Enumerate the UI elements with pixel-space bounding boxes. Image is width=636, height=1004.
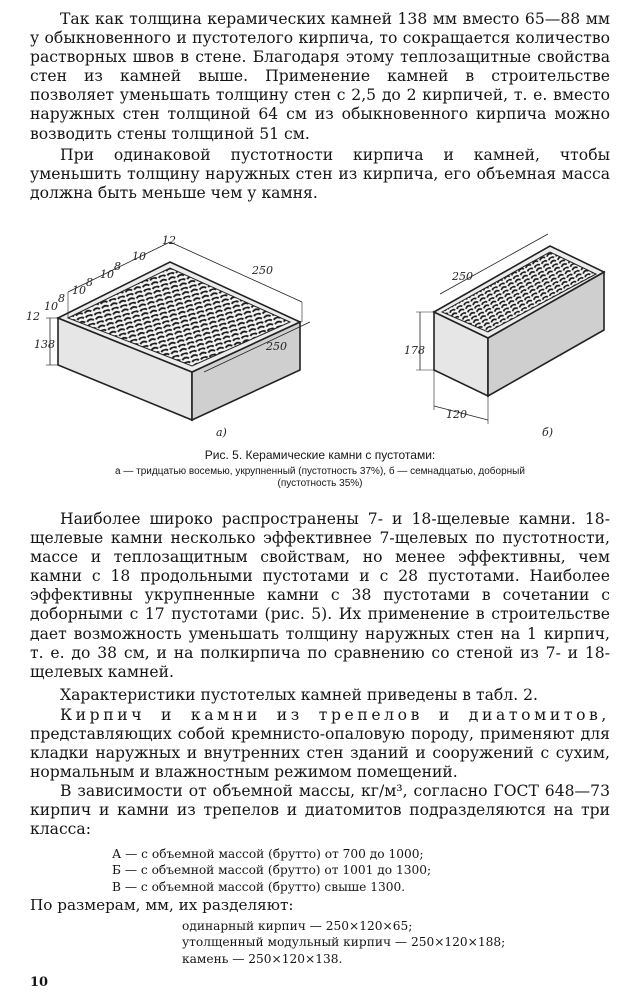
dim-a-height: 138: [34, 338, 55, 351]
dim-a-rib: 10: [132, 250, 146, 263]
dim-b-width: 120: [446, 408, 467, 421]
paragraph-text: представляющих собой кремнисто-опаловую породу, применяют для кладки наружных и внутренних стен зданий и сооружений с сухим, нормальным и влажностным режимом помещений.: [30, 725, 610, 782]
size-item: одинарный кирпич — 250×120×65;: [182, 919, 413, 933]
paragraph-tripoli-bricks: [30, 706, 610, 782]
label-b: б): [542, 426, 554, 439]
figure-ceramic-stones: [20, 222, 620, 444]
block-b: [404, 234, 604, 439]
block-a: [26, 234, 310, 439]
paragraph-slotted-stones: Наиболее широко распространены 7- и 18-щелевые камни. 18-щелевые камни несколько эффективнее 7-щелевых по пустотности, массе и теплозащитным свойствам, но менее эффективны, чем камни с 18 продольными пустотами и с 28 пустотами. Наиболее эффективны укрупненные камни с 38 пустотами в сочетании с доборными с 17 пустотами (рис. 5). Их применение в строительстве дает возможность уменьшать толщину наружных стен на 1 кирпич, т. е. до 38 см, и на полкирпича по сравнению со стеной из 7- и 18-щелевых камней.: [30, 510, 610, 681]
paragraph-equal-porosity: При одинаковой пустотности кирпича и камней, чтобы уменьшить толщину наружных стен из кирпича, его объемная масса должна быть меньше чем у камня.: [30, 146, 610, 203]
paragraph-ceramic-stone-thickness: Так как толщина керамических камней 138 мм вместо 65—88 мм у обыкновенного и пустотелого кирпича, то сокращается количество растворных швов в стене. Благодаря этому теплозащитные свойства стен из камней выше. Применение камней в строительстве позволяет уменьшать толщину стен с 2,5 до 2 кирпичей, т. е. вместо наружных стен толщиной 64 см из обыкновенного кирпича можно возводить стены толщиной 51 см.: [30, 10, 610, 143]
dim-b-height: 178: [404, 344, 425, 357]
dim-a-rib: 12: [162, 234, 176, 247]
dim-b-length: 250: [452, 270, 473, 283]
size-list: [182, 918, 505, 967]
figure-drawing: [20, 222, 620, 444]
dim-a-rib: 10: [100, 268, 114, 281]
class-list: [112, 846, 431, 895]
dim-a-rib: 8: [114, 260, 121, 273]
dim-a-width: 250: [266, 340, 287, 353]
dim-a-rib: 10: [44, 300, 58, 313]
paragraph-density-classes: В зависимости от объемной массы, кг/м³, согласно ГОСТ 648—73 кирпич и камни из трепелов и диатомитов подразделяются на три класса:: [30, 782, 610, 839]
page-number: 10: [30, 975, 49, 990]
paragraph-table-reference: Характеристики пустотелых камней приведены в табл. 2.: [60, 686, 539, 704]
size-item: утолщенный модульный кирпич — 250×120×188;: [182, 935, 506, 950]
class-item: В — с объемной массой (брутто) свыше 1300.: [112, 879, 406, 894]
figure-caption-body: [60, 466, 580, 490]
figure-caption-title: Рис. 5. Керамические камни с пустотами:: [204, 448, 436, 462]
dim-a-length: 250: [252, 264, 273, 277]
figure-caption-line: а — тридцатью восемью, укрупненный (пустотность 37%), б — семнадцатью, доборный: [115, 466, 525, 477]
sizes-heading: По размерам, мм, их разделяют:: [30, 896, 294, 914]
size-item: камень — 250×120×138.: [182, 951, 343, 966]
class-item: А — с объемной массой (брутто) от 700 до 1000;: [112, 847, 424, 861]
figure-caption-line: (пустотность 35%): [277, 478, 363, 489]
dim-a-rib: 8: [86, 276, 93, 289]
dim-a-rib: 10: [72, 284, 86, 297]
dim-a-rib: 12: [26, 310, 40, 323]
class-item: Б — с объемной массой (брутто) от 1001 до 1300;: [112, 863, 432, 878]
spaced-heading: Кирпич и камни из трепелов и диатомитов,: [60, 706, 610, 724]
dim-a-rib: 8: [58, 292, 65, 305]
label-a: а): [216, 426, 227, 439]
